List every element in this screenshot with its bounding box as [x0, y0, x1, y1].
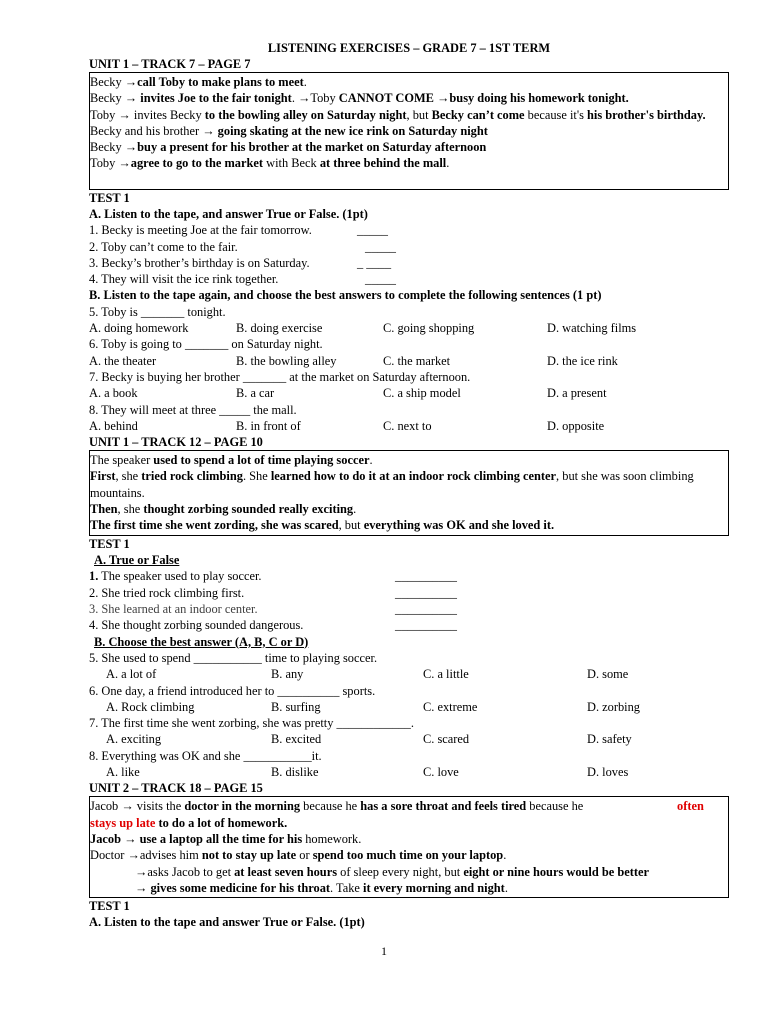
text-segment: his brother's birthday.: [587, 107, 706, 122]
answer-option[interactable]: C. the market: [383, 353, 451, 368]
true-false-item: [89, 601, 729, 617]
arrow-icon: →: [118, 107, 131, 122]
unit1-summary-box: [89, 72, 729, 190]
unit2-part-a: A. Listen to the tape and answer True or False. (1pt): [89, 915, 365, 930]
text-segment: because it's: [524, 107, 588, 122]
true-false-item: [89, 222, 729, 238]
question-text: 5. She used to spend ___________ time to playing soccer.: [89, 650, 378, 665]
text-segment: tried rock climbing: [141, 469, 243, 484]
answer-blank: _____: [357, 223, 388, 238]
text-segment: Becky and his brother: [90, 123, 203, 138]
unit1b-part-b: B. Choose the best answer (A, B, C or D): [94, 634, 309, 649]
arrow-icon: →: [124, 75, 138, 89]
answer-option[interactable]: D. a present: [547, 386, 607, 401]
arrow-icon: →: [121, 799, 134, 814]
text-segment: Becky: [90, 75, 125, 89]
unit1b-part-a: A. True or False: [94, 553, 180, 568]
text-segment: Toby: [90, 107, 119, 122]
question-text: The speaker used to play soccer.: [98, 569, 262, 584]
text-segment: , she: [115, 469, 142, 484]
answer-option[interactable]: A. the theater: [89, 353, 157, 368]
answer-option[interactable]: C. a little: [423, 667, 469, 682]
text-segment: with Beck: [263, 156, 320, 171]
text-segment: call Toby to make plans to meet: [137, 75, 304, 89]
answer-option[interactable]: A. Rock climbing: [106, 699, 195, 714]
text-segment: invites Joe to the fair tonight: [137, 91, 292, 106]
answer-option[interactable]: A. like: [106, 765, 140, 780]
question-text: 7. Becky is buying her brother _______ at the market on Saturday afternoon.: [89, 369, 471, 384]
unit1-summary-line: [90, 155, 727, 171]
answer-option[interactable]: A. a book: [89, 386, 138, 401]
answer-option[interactable]: C. extreme: [423, 699, 478, 714]
text-segment: . She: [242, 469, 271, 484]
answer-options: [89, 699, 729, 715]
question-text: 1. Becky is meeting Joe at the fair tomorrow.: [89, 223, 312, 238]
unit1b-header: UNIT 1 – TRACK 12 – PAGE 10: [89, 435, 263, 450]
text-segment: at three behind the mall: [319, 156, 447, 171]
answer-option[interactable]: B. excited: [271, 732, 322, 747]
answer-option[interactable]: B. doing exercise: [236, 321, 323, 336]
unit2-header: UNIT 2 – TRACK 18 – PAGE 15: [89, 781, 263, 796]
page-title: LISTENING EXERCISES – GRADE 7 – 1ST TERM: [267, 41, 551, 55]
answer-option[interactable]: A. a lot of: [106, 667, 157, 682]
arrow-icon: →: [135, 880, 148, 895]
answer-options: [89, 353, 729, 369]
unit1b-summary-lines: [90, 452, 727, 533]
answer-blank: _____: [365, 272, 396, 287]
text-segment: .: [446, 156, 450, 171]
unit2-line-2: stays up late to do a lot of homework.: [90, 815, 288, 830]
text-segment: First: [90, 469, 116, 484]
unit1-part-a: A. Listen to the tape, and answer True or False. (1pt): [89, 207, 368, 221]
unit2-line-3: Jacob → use a laptop all the time for his homework.: [90, 831, 362, 846]
unit1-summary-line: [90, 74, 727, 90]
text-segment: learned how to do it at an indoor rock climbing center: [270, 469, 557, 484]
arrow-icon: →: [124, 831, 137, 846]
unit2-test-header: TEST 1: [89, 899, 130, 914]
answer-option[interactable]: B. in front of: [236, 418, 301, 433]
text-segment: Then: [90, 502, 118, 517]
arrow-icon: →: [127, 848, 140, 863]
unit1b-multiple-choice-list: [89, 650, 729, 780]
text-segment: CANNOT COME: [338, 91, 438, 106]
arrow-icon: →: [124, 140, 138, 155]
answer-option[interactable]: B. the bowling alley: [236, 353, 337, 368]
unit1-true-false-list: [89, 222, 729, 287]
answer-option[interactable]: A. exciting: [106, 732, 162, 747]
answer-options: [89, 666, 729, 682]
text-segment: .: [303, 75, 307, 89]
page-number: 1: [381, 944, 387, 958]
answer-blank: __________: [395, 602, 457, 617]
question-text: 3. Becky’s brother’s birthday is on Saturday.: [89, 255, 310, 270]
answer-option[interactable]: D. the ice rink: [547, 353, 618, 368]
unit1b-summary-line: [90, 501, 727, 517]
answer-option[interactable]: D. safety: [587, 732, 632, 747]
text-segment: Toby: [90, 156, 119, 171]
answer-blank: __________: [395, 618, 457, 633]
question-text: 6. Toby is going to _______ on Saturday night.: [89, 337, 323, 352]
unit2-summary-box: [89, 796, 729, 898]
text-segment: The speaker: [90, 453, 154, 468]
text-segment: , but she was soon climbing mountains: [90, 469, 694, 500]
question-text: 4. She thought zorbing sounded dangerous.: [89, 618, 304, 633]
text-segment: The first time she went zording, she was scared: [90, 518, 339, 533]
question-text: 8. Everything was OK and she ___________it.: [89, 748, 322, 763]
text-segment: , but: [338, 518, 364, 533]
question-text: 8. They will meet at three _____ the mall.: [89, 402, 297, 417]
unit2-line-1: Jacob → visits the doctor in the morning because he has a sore throat and feels tired because he often: [90, 799, 704, 814]
worksheet-page: [89, 40, 729, 931]
answer-option[interactable]: B. surfing: [271, 699, 321, 714]
text-segment: to the bowling alley on Saturday night: [204, 107, 407, 122]
answer-option[interactable]: D. zorbing: [587, 699, 640, 714]
unit1-summary-line: [90, 123, 727, 139]
arrow-icon: →: [135, 864, 148, 879]
text-segment: Becky can’t come: [431, 107, 525, 122]
text-segment: Becky: [90, 91, 125, 106]
arrow-icon: →: [437, 91, 450, 106]
unit1-header: UNIT 1 – TRACK 7 – PAGE 7: [89, 57, 251, 71]
arrow-icon: →: [298, 91, 311, 106]
answer-options: [89, 764, 729, 780]
question-number: 1.: [89, 569, 99, 584]
question-text: 2. She tried rock climbing first.: [89, 585, 245, 600]
true-false-item: [89, 585, 729, 601]
answer-options: [89, 418, 729, 434]
text-segment: .: [369, 453, 373, 468]
unit1b-summary-box: [89, 450, 729, 536]
unit2-line-6: → gives some medicine for his throat. Take it every morning and night.: [135, 880, 508, 895]
unit1b-test-header: TEST 1: [89, 537, 130, 552]
text-segment: thought zorbing sounded really exciting: [143, 502, 354, 517]
text-segment: agree to go to the market: [130, 156, 264, 171]
answer-option[interactable]: C. next to: [383, 418, 432, 433]
answer-blank: __________: [395, 569, 457, 584]
answer-option[interactable]: A. behind: [89, 418, 138, 433]
unit2-line-5: →asks Jacob to get at least seven hours of sleep every night, but eight or nine hours would be better: [135, 864, 649, 879]
answer-blank: __________: [395, 585, 457, 600]
text-segment: used to spend a lot of time playing soccer: [153, 453, 370, 468]
unit1-part-b: B. Listen to the tape again, and choose the best answers to complete the following sentences (1 pt): [89, 288, 602, 303]
text-segment: everything was OK and she loved it.: [363, 518, 555, 533]
text-segment: .: [353, 502, 357, 517]
unit1b-summary-line: [90, 468, 727, 501]
text-segment: Becky: [90, 140, 125, 155]
question-text: 5. Toby is _______ tonight.: [89, 304, 226, 319]
answer-option[interactable]: D. watching films: [547, 321, 637, 336]
text-segment: .: [141, 485, 145, 500]
answer-options: [89, 385, 729, 401]
answer-blank: _____: [365, 239, 396, 254]
text-segment: , she: [117, 502, 144, 517]
unit1-summary-lines: [90, 74, 727, 172]
true-false-item: [89, 271, 729, 287]
unit1-summary-line: [90, 107, 727, 123]
unit1-multiple-choice-list: [89, 304, 729, 434]
question-text: 3. She learned at an indoor center.: [89, 602, 258, 617]
unit1-summary-line: [90, 90, 727, 106]
arrow-icon: →: [118, 156, 131, 171]
answer-option[interactable]: C. scared: [423, 732, 470, 747]
answer-option[interactable]: B. dislike: [271, 765, 319, 780]
arrow-icon: →: [202, 123, 215, 138]
answer-option[interactable]: A. doing homework: [89, 321, 189, 336]
unit1b-summary-line: [90, 517, 727, 533]
answer-blank: _ ____: [357, 255, 392, 270]
unit2-line-4: Doctor →advises him not to stay up late or spend too much time on your laptop.: [90, 848, 507, 863]
answer-options: [89, 320, 729, 336]
true-false-item: [89, 617, 729, 633]
unit1-test-header: TEST 1: [89, 191, 130, 205]
unit1b-true-false-list: [89, 568, 729, 633]
text-segment: , but: [406, 107, 432, 122]
answer-option[interactable]: B. any: [271, 667, 304, 682]
text-segment: .: [291, 91, 299, 106]
question-text: 7. The first time she went zorbing, she was pretty ____________.: [89, 716, 414, 731]
question-text: 4. They will visit the ice rink together.: [89, 272, 279, 287]
text-segment: going skating at the new ice rink on Saturday night: [214, 123, 488, 138]
text-segment: busy doing his homework tonight.: [449, 91, 629, 106]
true-false-item: [89, 255, 729, 271]
arrow-icon: →: [124, 91, 138, 106]
unit1b-summary-line: [90, 452, 727, 468]
answer-option[interactable]: C. love: [423, 765, 459, 780]
question-text: 2. Toby can’t come to the fair.: [89, 239, 238, 254]
text-segment: invites Becky: [130, 107, 205, 122]
answer-option[interactable]: D. some: [587, 667, 629, 682]
answer-option[interactable]: D. opposite: [547, 418, 605, 433]
answer-option[interactable]: C. a ship model: [383, 386, 461, 401]
true-false-item: [89, 568, 729, 584]
answer-option[interactable]: C. going shopping: [383, 321, 475, 336]
answer-option[interactable]: D. loves: [587, 765, 629, 780]
question-text: 6. One day, a friend introduced her to __________ sports.: [89, 683, 376, 698]
true-false-item: [89, 239, 729, 255]
text-segment: buy a present for his brother at the market on Saturday afternoon: [137, 140, 487, 155]
text-segment: Toby: [310, 91, 339, 106]
answer-option[interactable]: B. a car: [236, 386, 275, 401]
answer-options: [89, 731, 729, 747]
unit1-summary-line: [90, 139, 727, 155]
